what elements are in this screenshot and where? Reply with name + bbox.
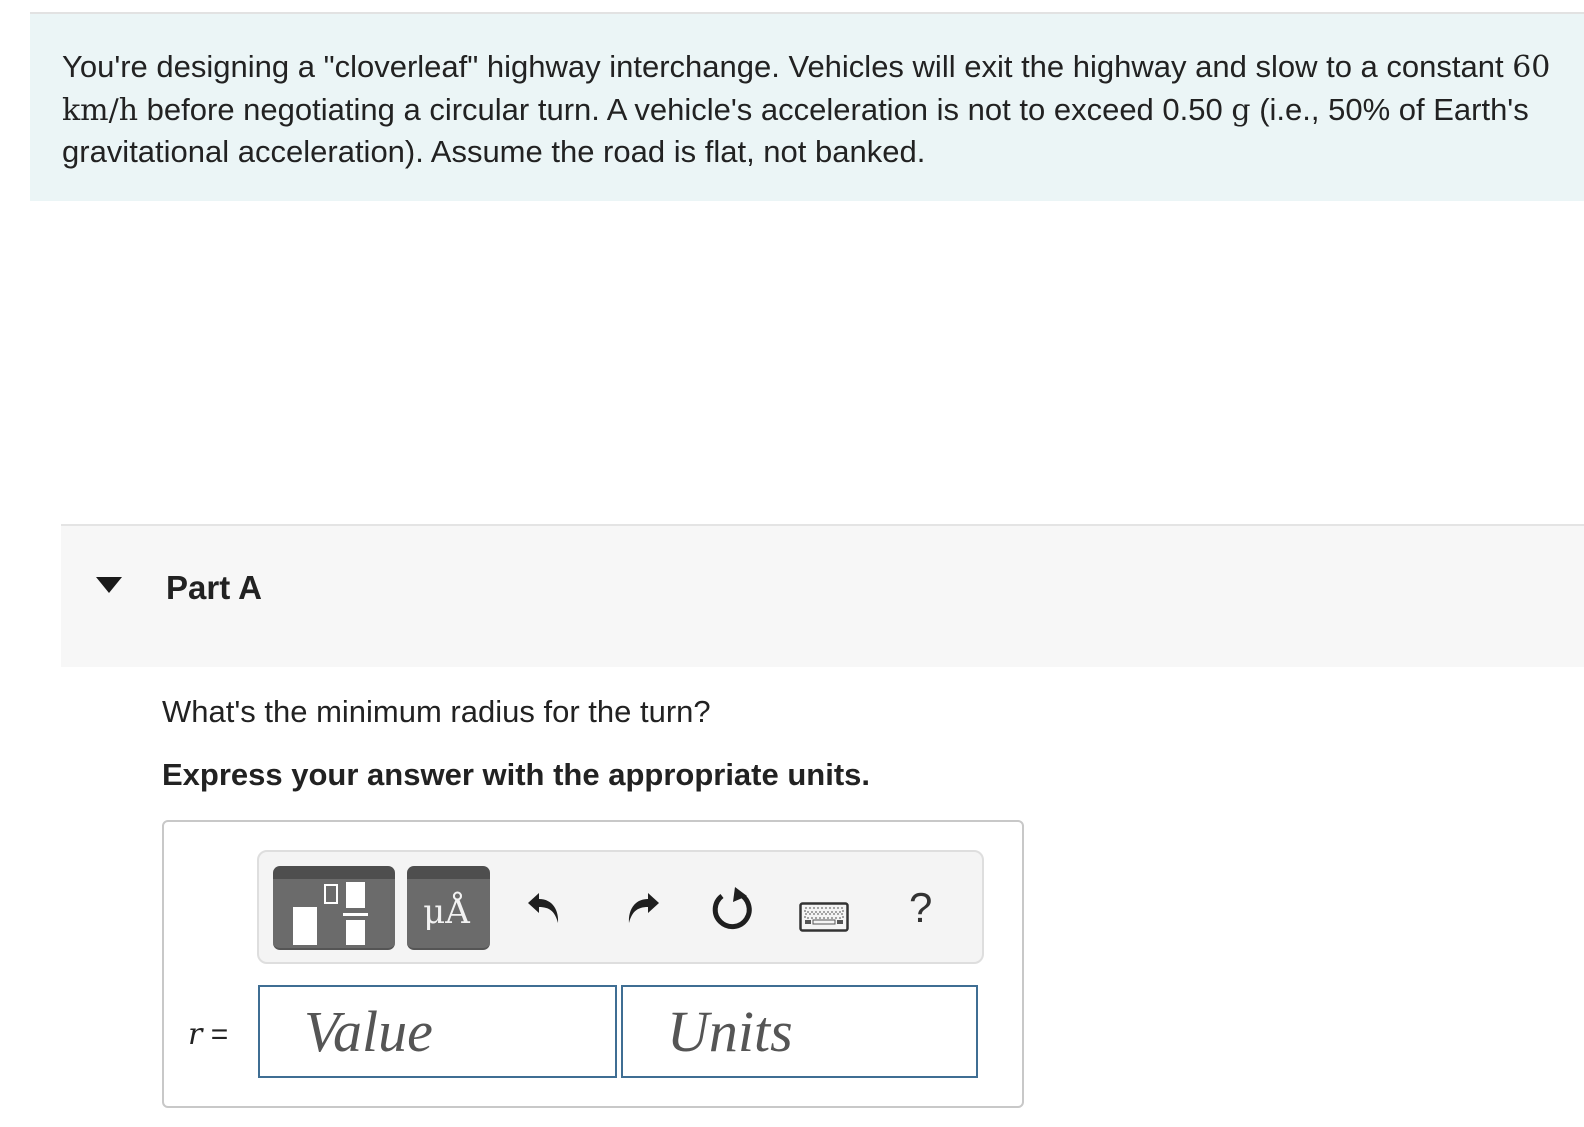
- units-button[interactable]: [407, 866, 490, 950]
- speed-value: 60: [1512, 50, 1551, 85]
- part-a-header[interactable]: [61, 524, 1584, 667]
- problem-text-part1: You're designing a "cloverleaf" highway interchange. Vehicles will exit the highway and slow to a constant: [62, 49, 1513, 84]
- accel-unit: g: [1231, 92, 1251, 128]
- math-toolbar: [257, 850, 984, 964]
- problem-statement: [30, 12, 1584, 201]
- value-input[interactable]: Value: [258, 985, 617, 1078]
- reset-icon[interactable]: [709, 887, 755, 933]
- answer-equals: =: [210, 1018, 229, 1051]
- part-title: Part A: [166, 569, 262, 606]
- answer-label: [188, 1017, 228, 1052]
- problem-text-part2: before negotiating a circular turn. A vehicle's acceleration is not to exceed 0.50: [138, 91, 1232, 127]
- problem-text: [62, 46, 1582, 173]
- templates-button[interactable]: [273, 866, 395, 950]
- undo-icon[interactable]: [525, 887, 567, 929]
- help-button[interactable]: ?: [909, 884, 933, 931]
- collapse-caret-icon[interactable]: [95, 576, 123, 594]
- fraction-template-icon: [273, 879, 395, 949]
- keyboard-icon[interactable]: [799, 902, 849, 932]
- redo-icon[interactable]: [620, 887, 662, 929]
- answer-box: [162, 820, 1024, 1108]
- units-input[interactable]: Units: [621, 985, 978, 1078]
- answer-variable: r: [188, 1017, 203, 1052]
- speed-unit: km/h: [62, 92, 139, 128]
- instruction-text: Express your answer with the appropriate units.: [162, 757, 871, 792]
- question-text: What's the minimum radius for the turn?: [162, 694, 711, 729]
- problem-text-part3: (i.e., 50% of Earth's gravitational acceleration). Assume the road is flat, not banked.: [62, 91, 1529, 169]
- units-glyph: μÅ: [423, 892, 470, 932]
